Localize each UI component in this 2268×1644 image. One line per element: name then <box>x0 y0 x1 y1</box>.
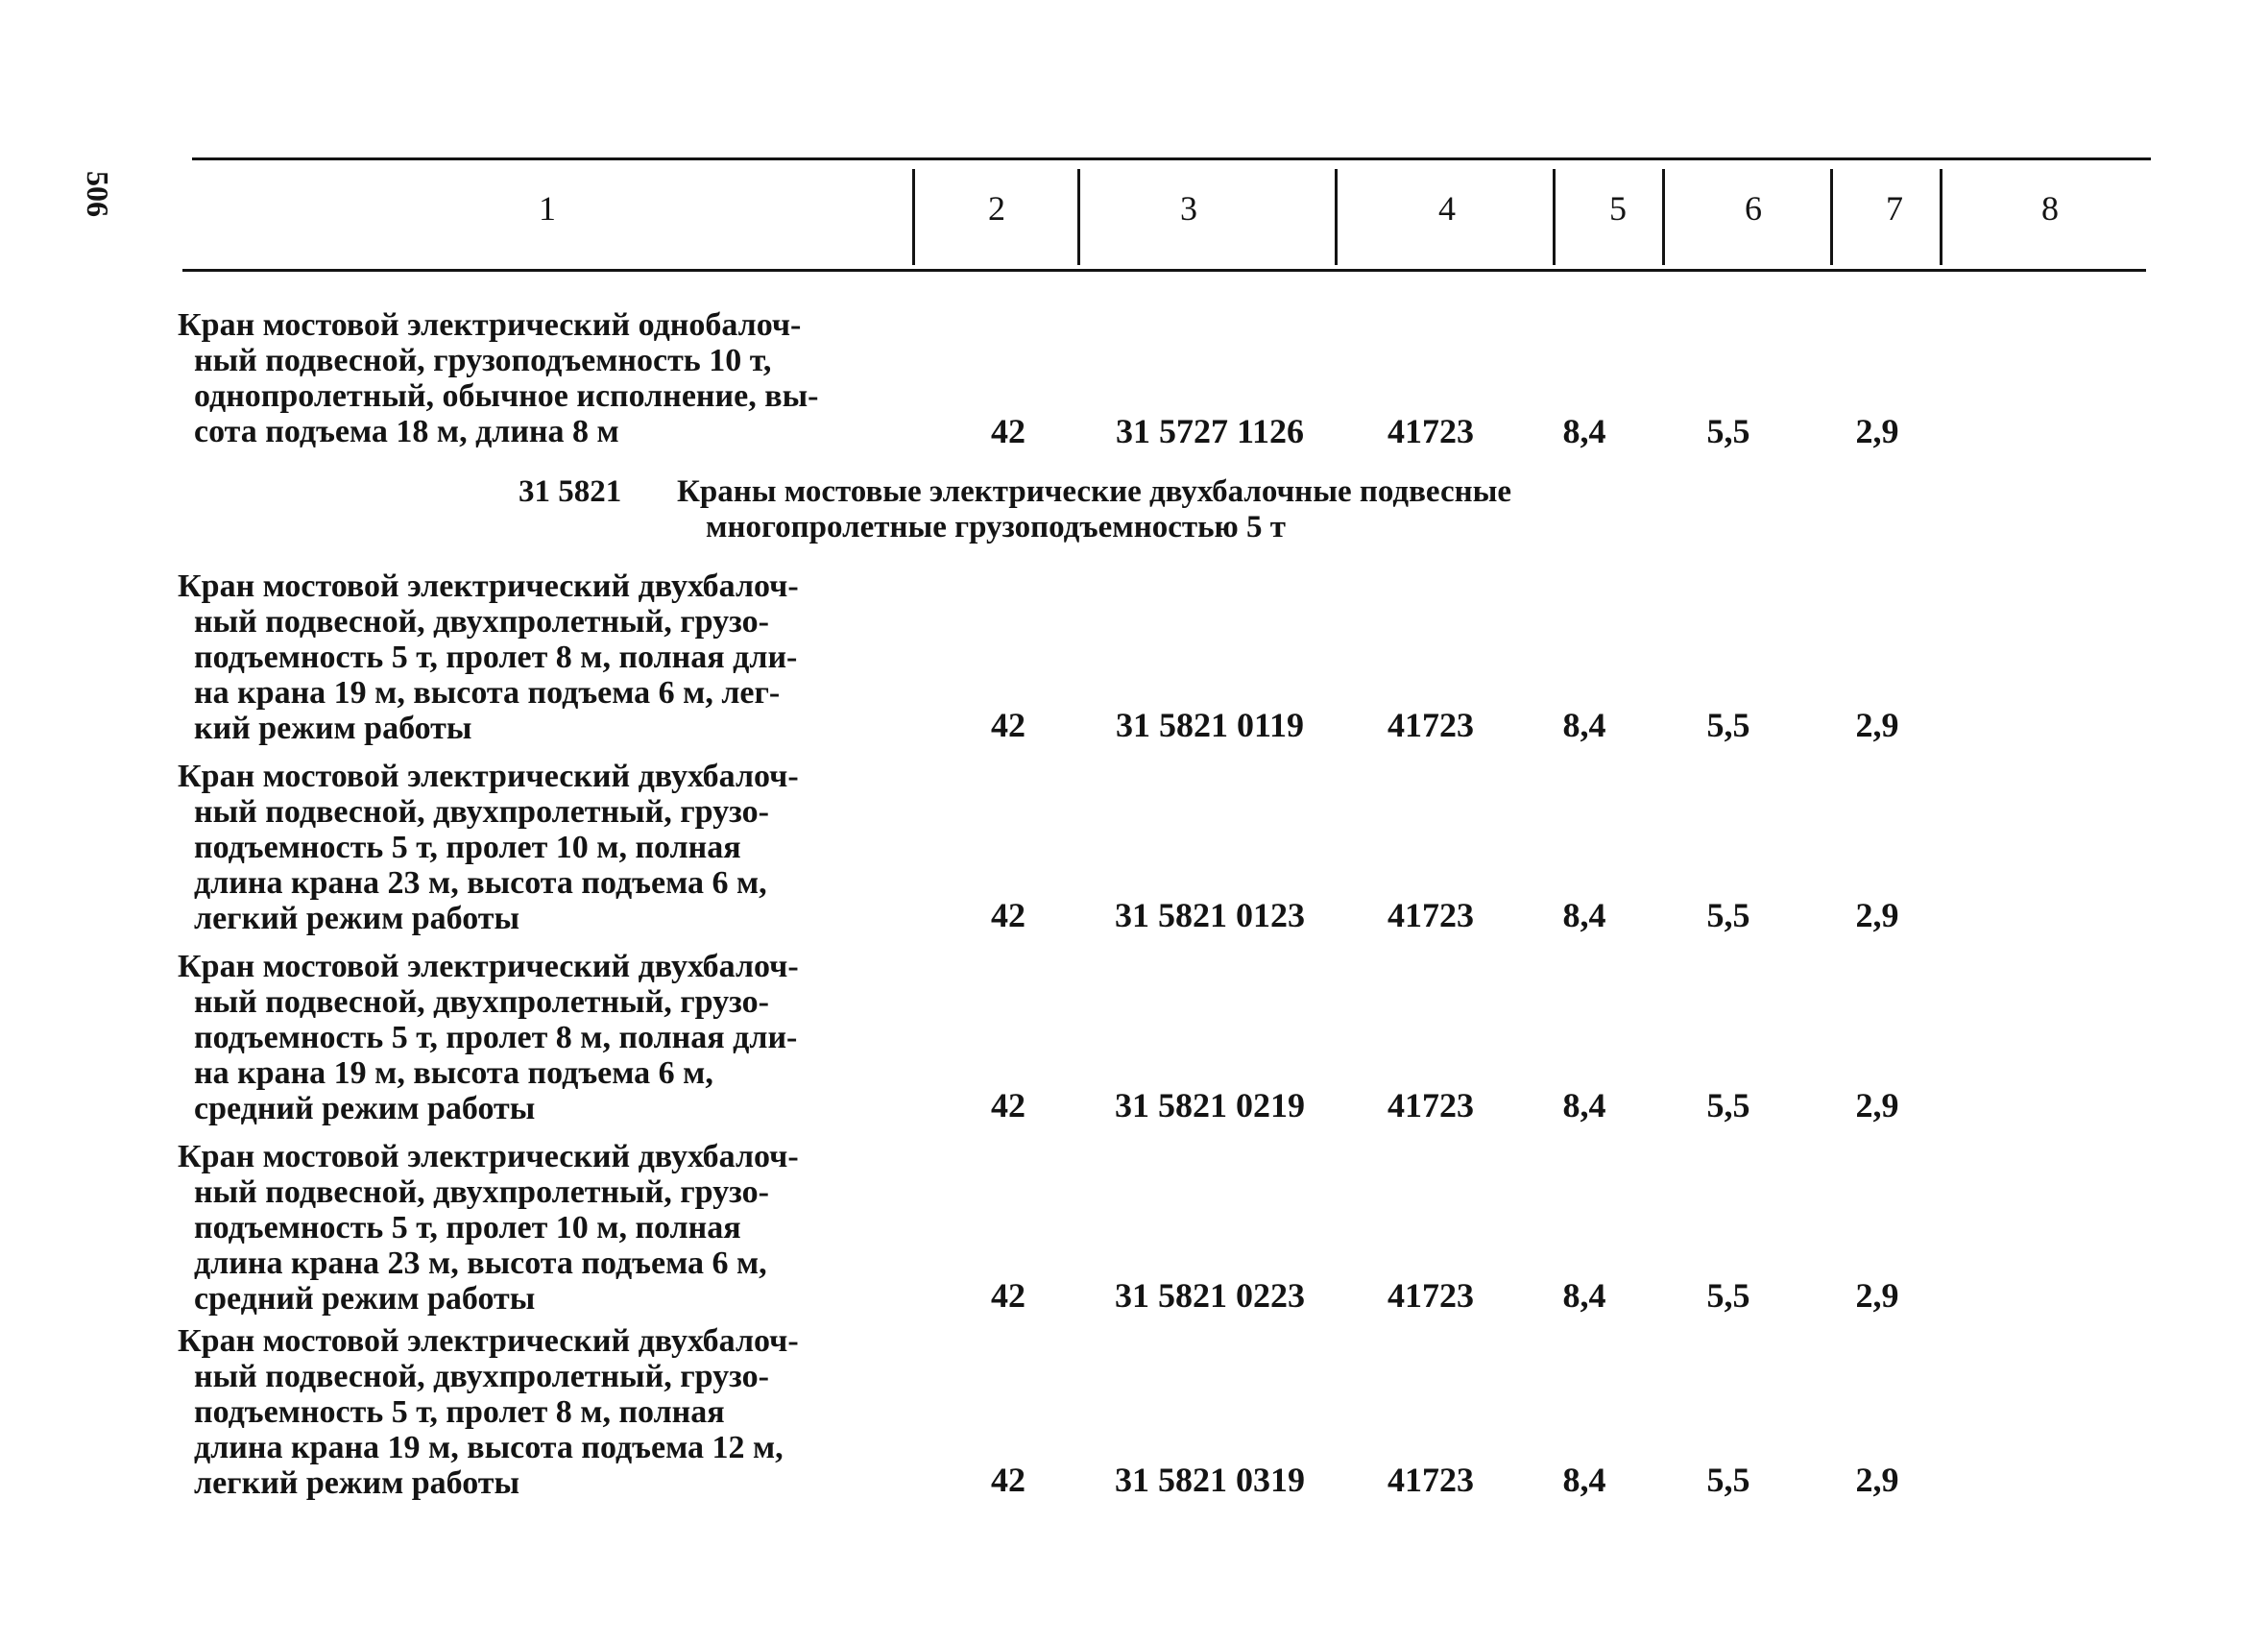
description-line: ный подвесной, двухпролетный, грузо- <box>194 1174 769 1210</box>
description-line: легкий режим работы <box>194 1465 520 1501</box>
header-col-7: 7 <box>1886 189 1903 228</box>
cell-col-5: 8,4 <box>1562 1276 1606 1315</box>
description-line: Кран мостовой электрический двухбалоч- <box>178 949 799 984</box>
column-divider <box>1335 169 1338 265</box>
cell-col-7: 2,9 <box>1855 1086 1899 1124</box>
description-line: ный подвесной, двухпролетный, грузо- <box>194 794 769 830</box>
row-description <box>178 1139 907 1317</box>
description-line: длина крана 19 м, высота подъема 12 м, <box>194 1430 784 1465</box>
description-line: Кран мостовой электрический однобалоч- <box>178 307 802 343</box>
description-line: однопролетный, обычное исполнение, вы- <box>194 378 819 414</box>
cell-col-4: 41723 <box>1387 1086 1474 1124</box>
cell-col-3: 31 5821 0119 <box>1115 706 1304 744</box>
cell-col-4: 41723 <box>1387 1461 1474 1499</box>
page-number: 506 <box>81 171 115 217</box>
cell-col-6: 5,5 <box>1706 706 1750 744</box>
cell-col-4: 41723 <box>1387 1276 1474 1315</box>
cell-col-3: 31 5727 1126 <box>1115 412 1304 450</box>
cell-col-2: 42 <box>991 1086 1025 1124</box>
row-description <box>178 759 907 936</box>
description-line: Кран мостовой электрический двухбалоч- <box>178 1139 799 1174</box>
description-line: подъемность 5 т, пролет 8 м, полная <box>194 1394 725 1430</box>
cell-col-5: 8,4 <box>1562 412 1606 450</box>
column-divider <box>1830 169 1833 265</box>
cell-col-2: 42 <box>991 1461 1025 1499</box>
description-line: Кран мостовой электрический двухбалоч- <box>178 568 799 604</box>
cell-col-6: 5,5 <box>1706 1276 1750 1315</box>
description-line: на крана 19 м, высота подъема 6 м, <box>194 1055 713 1091</box>
header-col-1: 1 <box>539 189 556 228</box>
header-bottom-rule <box>182 269 2146 272</box>
cell-col-7: 2,9 <box>1855 412 1899 450</box>
column-divider <box>1940 169 1942 265</box>
description-line: ный подвесной, двухпролетный, грузо- <box>194 1359 769 1394</box>
column-divider <box>1553 169 1556 265</box>
cell-col-3: 31 5821 0219 <box>1115 1086 1305 1124</box>
description-line: ный подвесной, грузоподъемность 10 т, <box>194 343 772 378</box>
cell-col-2: 42 <box>991 896 1025 934</box>
cell-col-2: 42 <box>991 1276 1025 1315</box>
cell-col-6: 5,5 <box>1706 1461 1750 1499</box>
description-line: Кран мостовой электрический двухбалоч- <box>178 759 799 794</box>
header-col-4: 4 <box>1438 189 1456 228</box>
cell-col-3: 31 5821 0319 <box>1115 1461 1305 1499</box>
cell-col-2: 42 <box>991 706 1025 744</box>
section-title-line-2: многопролетные грузоподъемностью 5 т <box>706 510 1286 544</box>
section-code: 31 5821 <box>519 474 622 509</box>
cell-col-3: 31 5821 0123 <box>1115 896 1305 934</box>
description-line: длина крана 23 м, высота подъема 6 м, <box>194 865 767 901</box>
cell-col-6: 5,5 <box>1706 1086 1750 1124</box>
cell-col-4: 41723 <box>1387 896 1474 934</box>
section-title-line-1: Краны мостовые электрические двухбалочные подвесные <box>677 474 1512 509</box>
column-divider <box>912 169 915 265</box>
header-col-5: 5 <box>1609 189 1627 228</box>
description-line: длина крана 23 м, высота подъема 6 м, <box>194 1245 767 1281</box>
description-line: Кран мостовой электрический двухбалоч- <box>178 1323 799 1359</box>
header-col-2: 2 <box>988 189 1005 228</box>
description-line: подъемность 5 т, пролет 10 м, полная <box>194 830 741 865</box>
description-line: подъемность 5 т, пролет 8 м, полная дли- <box>194 640 798 675</box>
description-line: подъемность 5 т, пролет 8 м, полная дли- <box>194 1020 798 1055</box>
column-divider <box>1662 169 1665 265</box>
row-description <box>178 949 907 1126</box>
cell-col-6: 5,5 <box>1706 412 1750 450</box>
row-description <box>178 307 907 449</box>
cell-col-5: 8,4 <box>1562 1461 1606 1499</box>
cell-col-7: 2,9 <box>1855 1461 1899 1499</box>
cell-col-5: 8,4 <box>1562 706 1606 744</box>
cell-col-6: 5,5 <box>1706 896 1750 934</box>
description-line: кий режим работы <box>194 711 472 746</box>
cell-col-7: 2,9 <box>1855 896 1899 934</box>
cell-col-5: 8,4 <box>1562 896 1606 934</box>
cell-col-2: 42 <box>991 412 1025 450</box>
description-line: на крана 19 м, высота подъема 6 м, лег- <box>194 675 781 711</box>
description-line: ный подвесной, двухпролетный, грузо- <box>194 604 769 640</box>
header-col-6: 6 <box>1745 189 1762 228</box>
cell-col-5: 8,4 <box>1562 1086 1606 1124</box>
column-divider <box>1077 169 1080 265</box>
row-description <box>178 1323 907 1501</box>
cell-col-4: 41723 <box>1387 412 1474 450</box>
cell-col-7: 2,9 <box>1855 706 1899 744</box>
description-line: сота подъема 18 м, длина 8 м <box>194 414 619 449</box>
row-description <box>178 568 907 746</box>
description-line: подъемность 5 т, пролет 10 м, полная <box>194 1210 741 1245</box>
cell-col-3: 31 5821 0223 <box>1115 1276 1305 1315</box>
header-top-rule <box>192 157 2151 160</box>
header-col-3: 3 <box>1180 189 1197 228</box>
cell-col-7: 2,9 <box>1855 1276 1899 1315</box>
description-line: ный подвесной, двухпролетный, грузо- <box>194 984 769 1020</box>
cell-col-4: 41723 <box>1387 706 1474 744</box>
description-line: легкий режим работы <box>194 901 520 936</box>
description-line: средний режим работы <box>194 1091 536 1126</box>
description-line: средний режим работы <box>194 1281 536 1317</box>
header-col-8: 8 <box>2041 189 2059 228</box>
